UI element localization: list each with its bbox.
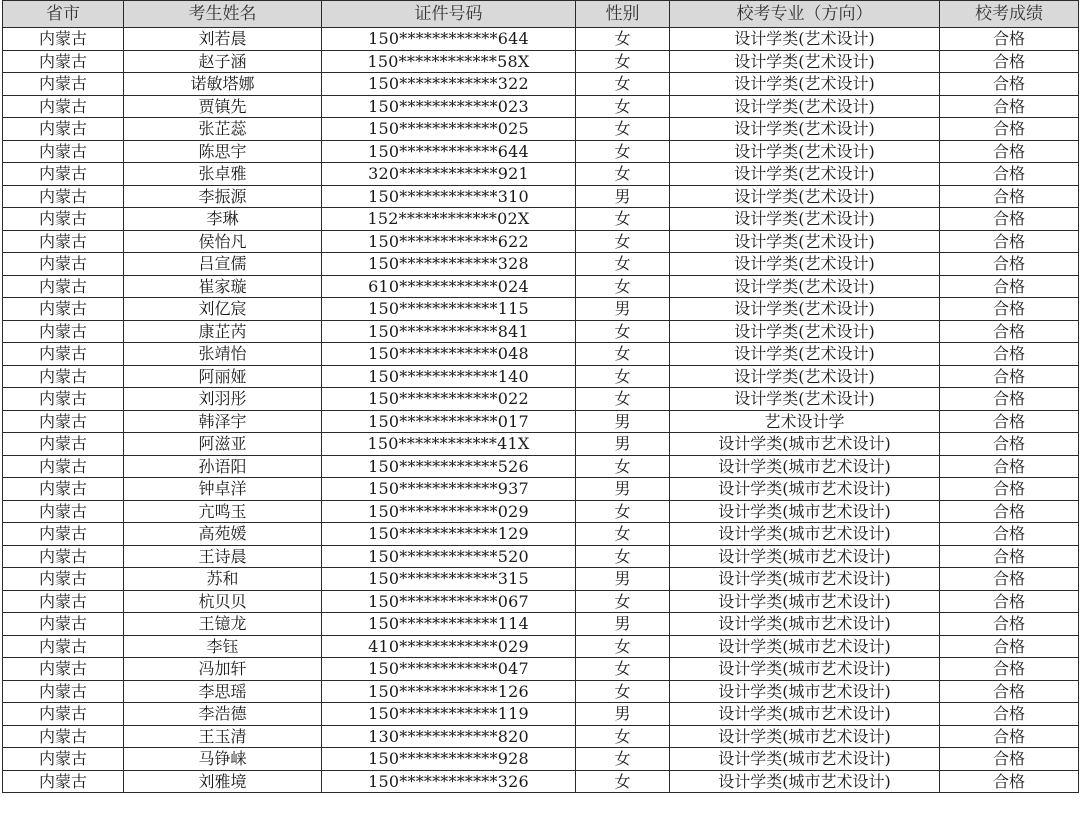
cell-name: 李振源 [124,185,322,208]
cell-name: 张芷蕊 [124,118,322,141]
table-row [3,703,1079,726]
cell-result: 合格 [940,95,1079,118]
cell-gender: 女 [576,253,670,276]
cell-major: 设计学类(艺术设计) [670,118,940,141]
cell-gender: 男 [576,613,670,636]
cell-name: 钟卓洋 [124,478,322,501]
cell-gender: 女 [576,208,670,231]
cell-province: 内蒙古 [3,50,124,73]
cell-province: 内蒙古 [3,208,124,231]
cell-id-number: 150************022 [322,388,576,411]
cell-id-number: 150************129 [322,523,576,546]
cell-name: 贾镇先 [124,95,322,118]
cell-result: 合格 [940,185,1079,208]
cell-name: 刘亿宸 [124,298,322,321]
cell-major: 设计学类(城市艺术设计) [670,770,940,793]
cell-major: 设计学类(城市艺术设计) [670,703,940,726]
cell-id-number: 130************820 [322,725,576,748]
cell-name: 亢鸣玉 [124,500,322,523]
cell-result: 合格 [940,320,1079,343]
cell-result: 合格 [940,343,1079,366]
cell-name: 康芷芮 [124,320,322,343]
cell-major: 设计学类(城市艺术设计) [670,680,940,703]
cell-result: 合格 [940,635,1079,658]
cell-gender: 女 [576,725,670,748]
cell-name: 刘若晨 [124,28,322,51]
cell-province: 内蒙古 [3,253,124,276]
cell-name: 李浩德 [124,703,322,726]
cell-name: 高苑媛 [124,523,322,546]
cell-major: 艺术设计学 [670,410,940,433]
cell-result: 合格 [940,298,1079,321]
table-row [3,590,1079,613]
table-row [3,365,1079,388]
cell-name: 冯加轩 [124,658,322,681]
cell-name: 王诗晨 [124,545,322,568]
cell-gender: 女 [576,635,670,658]
cell-name: 侯怡凡 [124,230,322,253]
table-row [3,545,1079,568]
cell-major: 设计学类(艺术设计) [670,73,940,96]
cell-id-number: 150************328 [322,253,576,276]
cell-name: 阿滋亚 [124,433,322,456]
cell-id-number: 150************326 [322,770,576,793]
cell-gender: 女 [576,680,670,703]
table-row [3,635,1079,658]
cell-major: 设计学类(艺术设计) [670,275,940,298]
cell-province: 内蒙古 [3,680,124,703]
cell-province: 内蒙古 [3,545,124,568]
cell-province: 内蒙古 [3,118,124,141]
cell-gender: 女 [576,545,670,568]
cell-gender: 女 [576,365,670,388]
table-row [3,275,1079,298]
cell-province: 内蒙古 [3,28,124,51]
cell-major: 设计学类(艺术设计) [670,298,940,321]
cell-result: 合格 [940,275,1079,298]
table-row [3,410,1079,433]
cell-province: 内蒙古 [3,478,124,501]
cell-major: 设计学类(艺术设计) [670,28,940,51]
cell-major: 设计学类(艺术设计) [670,320,940,343]
cell-result: 合格 [940,118,1079,141]
cell-gender: 女 [576,523,670,546]
cell-gender: 女 [576,275,670,298]
cell-id-number: 150************520 [322,545,576,568]
table-row [3,748,1079,771]
table-row [3,320,1079,343]
cell-gender: 女 [576,320,670,343]
cell-province: 内蒙古 [3,500,124,523]
cell-gender: 女 [576,658,670,681]
cell-name: 苏和 [124,568,322,591]
cell-major: 设计学类(城市艺术设计) [670,725,940,748]
table-row [3,118,1079,141]
cell-major: 设计学类(城市艺术设计) [670,545,940,568]
header-major: 校考专业（方向） [670,1,940,28]
cell-major: 设计学类(艺术设计) [670,95,940,118]
cell-name: 孙语阳 [124,455,322,478]
cell-province: 内蒙古 [3,725,124,748]
header-name: 考生姓名 [124,1,322,28]
cell-major: 设计学类(城市艺术设计) [670,455,940,478]
cell-name: 王玉清 [124,725,322,748]
cell-result: 合格 [940,163,1079,186]
cell-result: 合格 [940,73,1079,96]
header-province: 省市 [3,1,124,28]
cell-major: 设计学类(城市艺术设计) [670,590,940,613]
header-result: 校考成绩 [940,1,1079,28]
table-row [3,523,1079,546]
cell-id-number: 150************315 [322,568,576,591]
cell-gender: 女 [576,455,670,478]
cell-major: 设计学类(城市艺术设计) [670,613,940,636]
cell-major: 设计学类(艺术设计) [670,208,940,231]
cell-province: 内蒙古 [3,343,124,366]
cell-result: 合格 [940,590,1079,613]
cell-name: 李钰 [124,635,322,658]
cell-result: 合格 [940,748,1079,771]
cell-name: 赵子涵 [124,50,322,73]
cell-province: 内蒙古 [3,298,124,321]
cell-major: 设计学类(城市艺术设计) [670,748,940,771]
cell-major: 设计学类(艺术设计) [670,343,940,366]
cell-result: 合格 [940,658,1079,681]
cell-province: 内蒙古 [3,410,124,433]
cell-province: 内蒙古 [3,185,124,208]
cell-major: 设计学类(艺术设计) [670,388,940,411]
cell-province: 内蒙古 [3,590,124,613]
cell-gender: 男 [576,478,670,501]
table-row [3,500,1079,523]
cell-name: 陈思宇 [124,140,322,163]
cell-gender: 女 [576,770,670,793]
cell-province: 内蒙古 [3,73,124,96]
cell-id-number: 320************921 [322,163,576,186]
cell-major: 设计学类(艺术设计) [670,140,940,163]
table-row [3,613,1079,636]
cell-result: 合格 [940,140,1079,163]
cell-gender: 女 [576,590,670,613]
cell-province: 内蒙古 [3,703,124,726]
cell-result: 合格 [940,230,1079,253]
cell-gender: 女 [576,388,670,411]
cell-name: 李思瑶 [124,680,322,703]
cell-province: 内蒙古 [3,230,124,253]
cell-major: 设计学类(城市艺术设计) [670,478,940,501]
cell-province: 内蒙古 [3,365,124,388]
cell-gender: 男 [576,433,670,456]
cell-major: 设计学类(城市艺术设计) [670,635,940,658]
cell-gender: 男 [576,185,670,208]
cell-id-number: 150************047 [322,658,576,681]
cell-id-number: 150************622 [322,230,576,253]
cell-name: 李琳 [124,208,322,231]
cell-id-number: 150************310 [322,185,576,208]
cell-name: 杭贝贝 [124,590,322,613]
cell-province: 内蒙古 [3,95,124,118]
cell-id-number: 410************029 [322,635,576,658]
cell-id-number: 150************644 [322,28,576,51]
cell-gender: 女 [576,163,670,186]
cell-id-number: 150************067 [322,590,576,613]
cell-id-number: 150************526 [322,455,576,478]
cell-major: 设计学类(城市艺术设计) [670,523,940,546]
cell-result: 合格 [940,680,1079,703]
cell-province: 内蒙古 [3,568,124,591]
cell-name: 阿丽娅 [124,365,322,388]
table-row [3,230,1079,253]
table-row [3,680,1079,703]
cell-gender: 女 [576,28,670,51]
header-row [3,1,1079,28]
cell-province: 内蒙古 [3,658,124,681]
header-id-number: 证件号码 [322,1,576,28]
cell-province: 内蒙古 [3,770,124,793]
cell-major: 设计学类(艺术设计) [670,163,940,186]
table-row [3,388,1079,411]
table-row [3,770,1079,793]
cell-id-number: 152************02X [322,208,576,231]
cell-id-number: 150************58X [322,50,576,73]
cell-result: 合格 [940,28,1079,51]
table-row [3,185,1079,208]
cell-major: 设计学类(城市艺术设计) [670,658,940,681]
cell-gender: 男 [576,703,670,726]
table-row [3,28,1079,51]
cell-gender: 女 [576,50,670,73]
cell-major: 设计学类(城市艺术设计) [670,433,940,456]
cell-major: 设计学类(城市艺术设计) [670,500,940,523]
cell-gender: 女 [576,748,670,771]
cell-province: 内蒙古 [3,523,124,546]
table-row [3,478,1079,501]
cell-name: 马铮崃 [124,748,322,771]
table-row [3,50,1079,73]
table-row [3,343,1079,366]
cell-result: 合格 [940,703,1079,726]
cell-id-number: 150************644 [322,140,576,163]
cell-result: 合格 [940,208,1079,231]
cell-name: 崔家璇 [124,275,322,298]
table-row [3,298,1079,321]
cell-id-number: 150************41X [322,433,576,456]
cell-province: 内蒙古 [3,433,124,456]
cell-id-number: 150************029 [322,500,576,523]
cell-major: 设计学类(艺术设计) [670,365,940,388]
cell-province: 内蒙古 [3,455,124,478]
results-table [2,0,1079,793]
cell-major: 设计学类(城市艺术设计) [670,568,940,591]
header-gender: 性别 [576,1,670,28]
cell-gender: 女 [576,500,670,523]
cell-province: 内蒙古 [3,320,124,343]
cell-result: 合格 [940,433,1079,456]
cell-major: 设计学类(艺术设计) [670,253,940,276]
cell-result: 合格 [940,455,1079,478]
cell-gender: 女 [576,73,670,96]
table-header [3,1,1079,28]
cell-id-number: 610************024 [322,275,576,298]
cell-id-number: 150************048 [322,343,576,366]
cell-gender: 女 [576,230,670,253]
table-row [3,73,1079,96]
cell-gender: 男 [576,568,670,591]
cell-major: 设计学类(艺术设计) [670,185,940,208]
cell-id-number: 150************126 [322,680,576,703]
cell-gender: 女 [576,140,670,163]
table-row [3,95,1079,118]
cell-result: 合格 [940,725,1079,748]
cell-province: 内蒙古 [3,635,124,658]
table-row [3,140,1079,163]
table-row [3,433,1079,456]
cell-id-number: 150************322 [322,73,576,96]
table-row [3,568,1079,591]
cell-name: 张卓雅 [124,163,322,186]
cell-id-number: 150************937 [322,478,576,501]
table-row [3,208,1079,231]
cell-id-number: 150************115 [322,298,576,321]
cell-result: 合格 [940,253,1079,276]
cell-gender: 男 [576,410,670,433]
table-row [3,163,1079,186]
cell-id-number: 150************119 [322,703,576,726]
table-body [3,28,1079,793]
cell-result: 合格 [940,478,1079,501]
table-row [3,725,1079,748]
cell-id-number: 150************023 [322,95,576,118]
cell-name: 诺敏塔娜 [124,73,322,96]
cell-result: 合格 [940,410,1079,433]
cell-name: 吕宣儒 [124,253,322,276]
cell-province: 内蒙古 [3,613,124,636]
cell-id-number: 150************928 [322,748,576,771]
cell-name: 韩泽宇 [124,410,322,433]
table-row [3,455,1079,478]
cell-name: 张靖怡 [124,343,322,366]
cell-name: 刘雅境 [124,770,322,793]
cell-major: 设计学类(艺术设计) [670,230,940,253]
cell-province: 内蒙古 [3,388,124,411]
cell-province: 内蒙古 [3,275,124,298]
cell-id-number: 150************114 [322,613,576,636]
cell-result: 合格 [940,568,1079,591]
table-row [3,658,1079,681]
cell-result: 合格 [940,365,1079,388]
cell-gender: 男 [576,298,670,321]
cell-gender: 女 [576,95,670,118]
cell-gender: 女 [576,343,670,366]
cell-name: 王镱龙 [124,613,322,636]
cell-result: 合格 [940,388,1079,411]
cell-result: 合格 [940,770,1079,793]
cell-result: 合格 [940,545,1079,568]
cell-result: 合格 [940,523,1079,546]
cell-result: 合格 [940,500,1079,523]
cell-name: 刘羽彤 [124,388,322,411]
cell-id-number: 150************841 [322,320,576,343]
cell-id-number: 150************017 [322,410,576,433]
cell-province: 内蒙古 [3,748,124,771]
cell-gender: 女 [576,118,670,141]
cell-id-number: 150************140 [322,365,576,388]
cell-province: 内蒙古 [3,140,124,163]
cell-result: 合格 [940,50,1079,73]
table-row [3,253,1079,276]
cell-id-number: 150************025 [322,118,576,141]
cell-province: 内蒙古 [3,163,124,186]
cell-major: 设计学类(艺术设计) [670,50,940,73]
cell-result: 合格 [940,613,1079,636]
